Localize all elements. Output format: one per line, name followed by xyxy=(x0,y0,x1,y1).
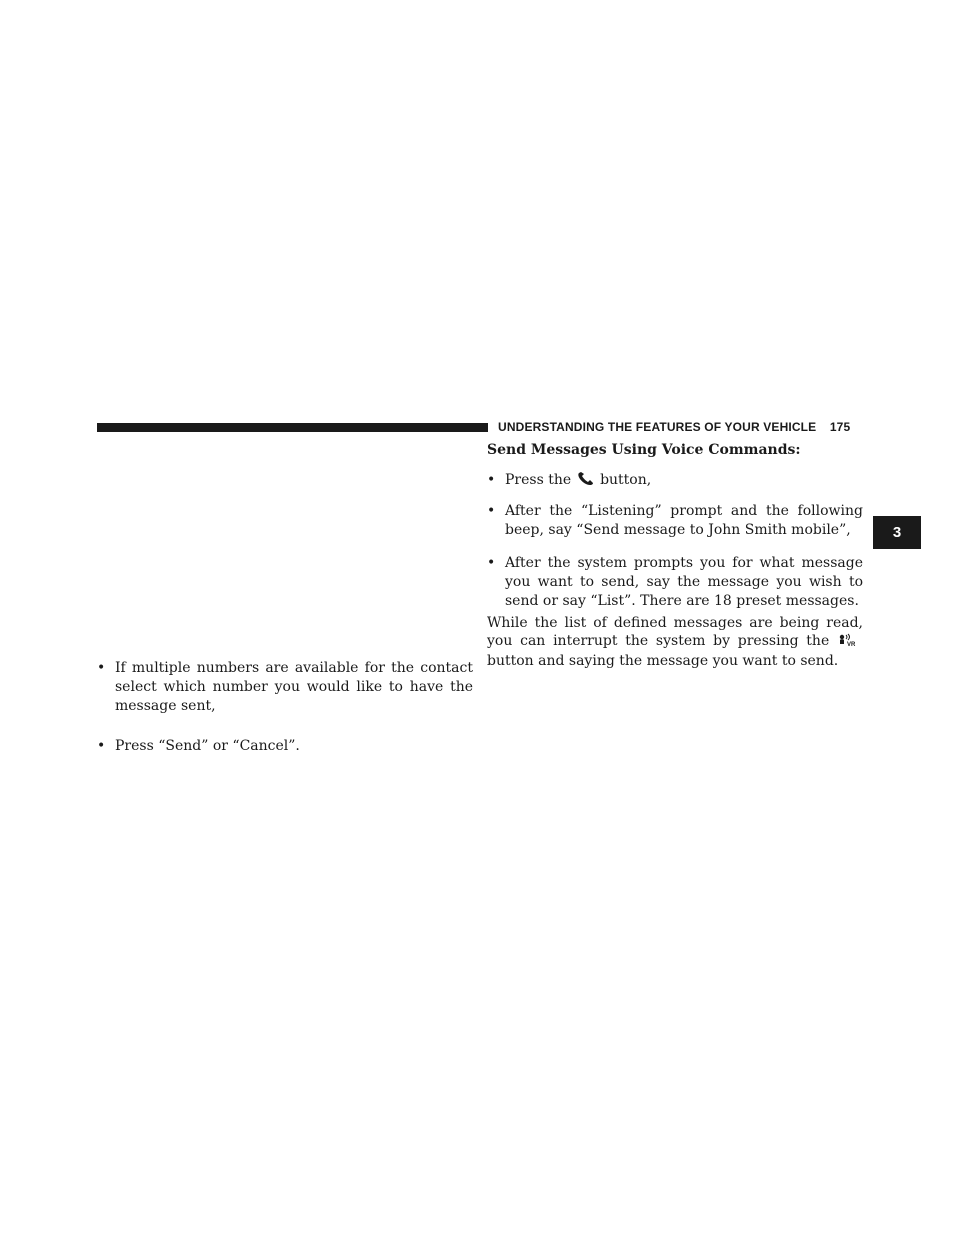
voice-recognition-icon xyxy=(838,633,862,652)
text-after-icon: button, xyxy=(600,472,652,488)
running-header xyxy=(498,418,866,436)
list-item-text: After the “Listening” prompt and the following beep, say “Send message to John Smith mobile”, xyxy=(505,503,863,538)
bullet-dot: • xyxy=(487,503,496,519)
header-rule xyxy=(97,423,488,432)
list-item-text: After the system prompts you for what message you want to send, say the message you wish to send or say “List”. There are 18 preset messages. xyxy=(505,555,863,609)
page-number: 175 xyxy=(829,420,851,434)
header-title: UNDERSTANDING THE FEATURES OF YOUR VEHICLE xyxy=(498,420,817,434)
list-item xyxy=(487,554,863,614)
list-item-text: If multiple numbers are available for the contact select which number you would like to have the message sent, xyxy=(115,660,473,714)
phone-icon xyxy=(577,472,595,492)
chapter-tab: 3 xyxy=(873,516,921,549)
list-item xyxy=(97,659,473,721)
list-item-text: Press “Send” or “Cancel”. xyxy=(115,738,300,754)
list-item xyxy=(97,737,473,757)
body-paragraph xyxy=(487,614,863,670)
bullet-dot: • xyxy=(487,555,496,571)
list-item-text xyxy=(505,471,863,492)
bullet-dot: • xyxy=(97,738,106,754)
list-item xyxy=(487,471,863,491)
text-after-icon: button and saying the message you want to send. xyxy=(487,653,839,669)
icon-label: VR xyxy=(847,642,856,647)
list-item xyxy=(487,502,863,542)
bullet-dot: • xyxy=(487,472,496,488)
text-before-icon: Press the xyxy=(505,472,572,488)
text-before-icon: While the list of defined messages are being read, you can interrupt the system by pressing the xyxy=(487,615,863,649)
section-heading: Send Messages Using Voice Commands: xyxy=(487,442,801,458)
bullet-dot: • xyxy=(97,660,106,676)
